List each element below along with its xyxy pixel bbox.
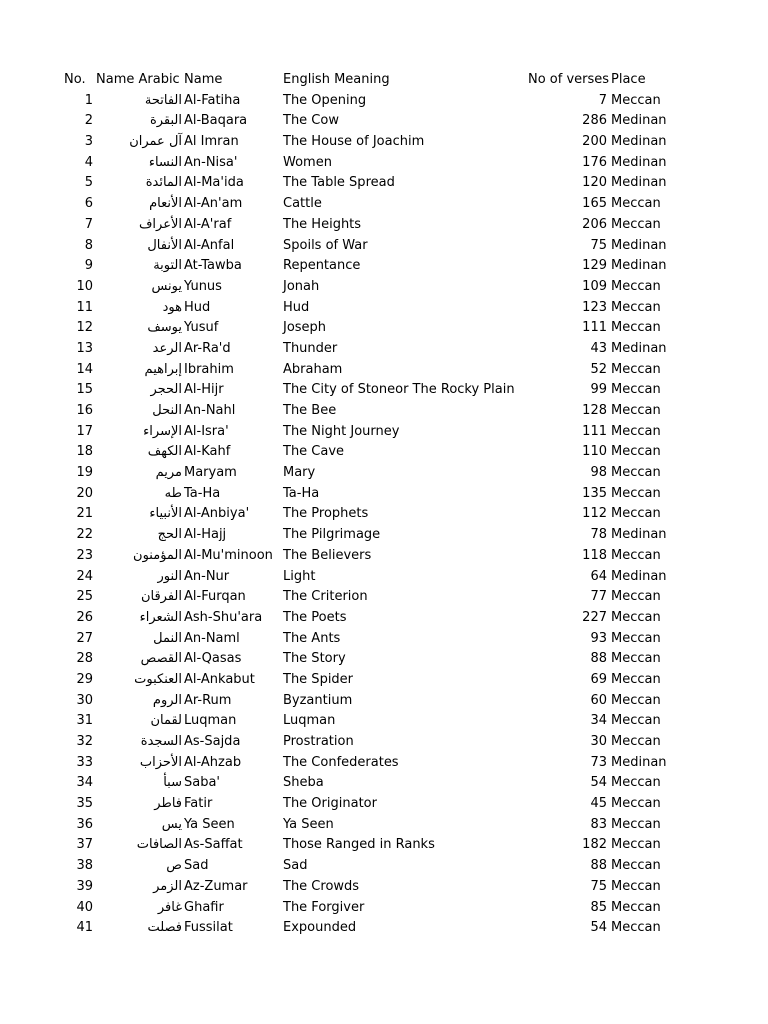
cell-no: 25 <box>76 589 93 605</box>
cell-name: Ar-Ra'd <box>184 340 231 356</box>
cell-name: Al-Mu'minoon <box>184 547 273 563</box>
cell-english-meaning: Thunder <box>283 340 338 356</box>
cell-place: Meccan <box>611 196 661 212</box>
cell-no: 2 <box>84 113 93 129</box>
cell-verses: 176 <box>582 154 607 170</box>
cell-name-arabic: الشعراء <box>139 609 182 625</box>
header-name-arabic: Name Arabic <box>96 72 180 87</box>
cell-no: 7 <box>84 216 93 232</box>
cell-place: Meccan <box>611 630 661 646</box>
cell-name: Saba' <box>184 775 221 791</box>
cell-no: 6 <box>84 196 93 212</box>
cell-place: Meccan <box>611 878 661 894</box>
cell-verses: 118 <box>582 547 607 563</box>
cell-place: Medinan <box>611 134 667 150</box>
cell-name: Ibrahim <box>184 361 234 377</box>
cell-name-arabic: الحج <box>157 527 182 543</box>
cell-place: Medinan <box>611 113 667 129</box>
cell-place: Meccan <box>611 506 661 522</box>
cell-english-meaning: The Originator <box>283 796 377 812</box>
cell-english-meaning: Light <box>283 568 316 584</box>
cell-name: Al-A'raf <box>184 216 232 232</box>
cell-name: Al-Hajj <box>184 527 227 543</box>
table-row <box>0 525 768 546</box>
cell-name: Sad <box>184 858 209 874</box>
cell-place: Meccan <box>611 547 661 563</box>
table-row <box>0 318 768 339</box>
cell-english-meaning: The Bee <box>283 403 337 418</box>
table-body <box>0 91 768 939</box>
cell-english-meaning: Hud <box>283 299 310 315</box>
cell-place: Medinan <box>611 568 667 584</box>
cell-name: Al-Ma'ida <box>184 175 244 191</box>
cell-verses: 227 <box>582 609 607 625</box>
header-name: Name <box>184 72 223 87</box>
cell-name-arabic: التوبة <box>153 258 182 274</box>
cell-english-meaning: The Criterion <box>283 589 368 605</box>
cell-name-arabic: الروم <box>152 692 182 708</box>
table-row <box>0 732 768 753</box>
cell-place: Meccan <box>611 361 661 377</box>
cell-english-meaning: The Cow <box>283 113 339 129</box>
cell-name-arabic: العنكبوت <box>134 671 182 687</box>
cell-english-meaning: Those Ranged in Ranks <box>283 837 435 853</box>
cell-verses: 111 <box>582 320 607 336</box>
cell-verses: 64 <box>590 568 607 584</box>
cell-name-arabic: الكهف <box>147 444 182 460</box>
cell-place: Meccan <box>611 651 661 667</box>
cell-verses: 83 <box>590 816 607 832</box>
cell-place: Meccan <box>611 465 661 481</box>
cell-english-meaning: The Confederates <box>283 754 399 770</box>
cell-verses: 165 <box>582 196 607 212</box>
cell-place: Meccan <box>611 858 661 874</box>
cell-verses: 69 <box>590 671 607 687</box>
cell-name: Al-Anbiya' <box>184 506 250 522</box>
cell-no: 36 <box>76 816 93 832</box>
header-place: Place <box>611 72 646 87</box>
table-row <box>0 629 768 650</box>
cell-verses: 43 <box>590 340 607 356</box>
cell-english-meaning: Ya Seen <box>283 816 334 832</box>
cell-no: 16 <box>76 403 93 418</box>
cell-name: Al-An'am <box>184 196 243 212</box>
cell-no: 19 <box>76 465 93 481</box>
cell-name-arabic: البقرة <box>149 113 182 129</box>
cell-english-meaning: The Opening <box>283 92 367 108</box>
cell-verses: 73 <box>590 754 607 770</box>
cell-name: Ash-Shu'ara <box>184 609 263 625</box>
cell-no: 22 <box>76 527 93 543</box>
cell-english-meaning: Sheba <box>283 775 324 791</box>
cell-english-meaning: Spoils of War <box>283 237 368 253</box>
cell-no: 35 <box>76 796 93 812</box>
cell-english-meaning: The Table Spread <box>283 175 395 191</box>
cell-no: 13 <box>76 340 93 356</box>
cell-english-meaning: The Crowds <box>283 878 360 894</box>
cell-english-meaning: The Ants <box>283 630 341 646</box>
cell-no: 39 <box>76 878 93 894</box>
cell-verses: 34 <box>590 713 607 729</box>
cell-no: 29 <box>76 671 93 687</box>
cell-name-arabic: السجدة <box>140 734 182 749</box>
cell-english-meaning: Expounded <box>283 920 357 936</box>
cell-place: Medinan <box>611 237 667 253</box>
cell-name: Al-Ankabut <box>184 671 255 687</box>
cell-place: Meccan <box>611 796 661 812</box>
table-row <box>0 587 768 608</box>
table-row <box>0 753 768 774</box>
cell-english-meaning: Women <box>283 154 332 170</box>
table-row <box>0 360 768 381</box>
cell-name: An-Nur <box>184 568 230 584</box>
cell-name: Al-Fatiha <box>184 92 241 108</box>
cell-no: 41 <box>76 920 93 936</box>
table-row <box>0 484 768 505</box>
cell-name-arabic: النور <box>157 568 182 584</box>
cell-name: As-Saffat <box>184 837 243 853</box>
cell-verses: 109 <box>582 278 607 294</box>
cell-name-arabic: يس <box>161 816 182 832</box>
cell-name: Al-Qasas <box>184 651 242 667</box>
surah-table <box>0 70 768 939</box>
cell-verses: 200 <box>582 134 607 150</box>
cell-english-meaning: The Pilgrimage <box>283 527 381 543</box>
cell-english-meaning: Sad <box>283 858 308 874</box>
cell-english-meaning: Jonah <box>283 278 320 294</box>
cell-name-arabic: يوسف <box>147 320 182 336</box>
cell-no: 17 <box>76 423 93 439</box>
cell-name-arabic: ص <box>166 858 182 874</box>
cell-verses: 85 <box>590 899 607 915</box>
cell-verses: 78 <box>590 527 607 543</box>
cell-name-arabic: الأنعام <box>149 196 182 212</box>
cell-verses: 112 <box>582 506 607 522</box>
cell-english-meaning: Abraham <box>283 361 343 377</box>
cell-place: Meccan <box>611 403 661 418</box>
header-row <box>0 70 768 91</box>
cell-name-arabic: الفاتحة <box>144 92 182 108</box>
cell-english-meaning: Ta-Ha <box>283 485 320 501</box>
cell-verses: 111 <box>582 423 607 439</box>
cell-name-arabic: النمل <box>153 630 182 646</box>
table-row <box>0 815 768 836</box>
cell-name-arabic: لقمان <box>150 713 182 729</box>
cell-name-arabic: القصص <box>140 651 182 667</box>
cell-name-arabic: فاطر <box>154 796 182 812</box>
cell-place: Meccan <box>611 92 661 108</box>
cell-no: 4 <box>84 154 93 170</box>
cell-place: Medinan <box>611 175 667 191</box>
cell-no: 3 <box>84 134 93 150</box>
cell-no: 21 <box>76 506 93 522</box>
cell-name: Ya Seen <box>184 816 235 832</box>
cell-name: Fussilat <box>184 920 233 936</box>
cell-no: 34 <box>76 775 93 791</box>
cell-place: Medinan <box>611 527 667 543</box>
cell-place: Meccan <box>611 299 661 315</box>
cell-english-meaning: The Prophets <box>283 506 369 522</box>
cell-no: 12 <box>76 320 93 336</box>
cell-no: 15 <box>76 382 93 398</box>
cell-name-arabic: الإسراء <box>143 423 182 439</box>
cell-name: Yusuf <box>184 320 219 336</box>
cell-name-arabic: مريم <box>155 465 182 481</box>
cell-english-meaning: The Cave <box>283 444 345 460</box>
table-row <box>0 835 768 856</box>
cell-verses: 7 <box>598 92 607 108</box>
cell-english-meaning: The Spider <box>283 671 354 687</box>
table-row <box>0 111 768 132</box>
cell-name-arabic: الحجر <box>150 382 182 398</box>
table-row <box>0 691 768 712</box>
table-row <box>0 546 768 567</box>
cell-english-meaning: Cattle <box>283 196 322 212</box>
cell-name: Ta-Ha <box>184 485 221 501</box>
cell-verses: 120 <box>582 175 607 191</box>
table-row <box>0 339 768 360</box>
cell-verses: 88 <box>590 651 607 667</box>
cell-place: Meccan <box>611 278 661 294</box>
cell-verses: 110 <box>582 444 607 460</box>
cell-name: Al-Anfal <box>184 237 235 253</box>
cell-name: Az-Zumar <box>184 878 248 894</box>
table-row <box>0 215 768 236</box>
cell-no: 28 <box>76 651 93 667</box>
cell-name-arabic: الصافات <box>136 837 182 853</box>
cell-no: 5 <box>84 175 93 191</box>
cell-no: 10 <box>76 278 93 294</box>
cell-english-meaning: The Story <box>283 651 346 667</box>
cell-verses: 99 <box>590 382 607 398</box>
cell-name: Hud <box>184 299 211 315</box>
cell-english-meaning: The Poets <box>283 609 347 625</box>
cell-name-arabic: سبأ <box>163 775 182 791</box>
cell-name: An-Nahl <box>184 403 236 418</box>
table-row <box>0 856 768 877</box>
cell-name: Al-Furqan <box>184 589 246 605</box>
cell-no: 37 <box>76 837 93 853</box>
cell-no: 14 <box>76 361 93 377</box>
table-row <box>0 256 768 277</box>
table-row <box>0 401 768 422</box>
cell-place: Medinan <box>611 754 667 770</box>
cell-no: 30 <box>76 692 93 708</box>
table-row <box>0 442 768 463</box>
cell-name: Al-Hijr <box>184 382 224 398</box>
cell-verses: 88 <box>590 858 607 874</box>
cell-name: Ghafir <box>184 899 224 915</box>
cell-name-arabic: النحل <box>152 403 182 418</box>
cell-no: 26 <box>76 609 93 625</box>
cell-verses: 52 <box>590 361 607 377</box>
cell-place: Meccan <box>611 589 661 605</box>
table-row <box>0 918 768 939</box>
cell-verses: 54 <box>590 775 607 791</box>
cell-english-meaning: Byzantium <box>283 692 353 708</box>
cell-no: 9 <box>84 258 93 274</box>
table-row <box>0 422 768 443</box>
table-row <box>0 153 768 174</box>
cell-place: Meccan <box>611 775 661 791</box>
cell-name: Yunus <box>184 278 222 294</box>
cell-no: 1 <box>84 92 93 108</box>
cell-english-meaning: Joseph <box>283 320 327 336</box>
cell-place: Meccan <box>611 713 661 729</box>
cell-name: Fatir <box>184 796 213 812</box>
cell-name-arabic: الأعراف <box>138 216 182 232</box>
cell-name-arabic: يونس <box>151 278 182 294</box>
cell-english-meaning: The City of Stoneor The Rocky Plain <box>283 382 515 398</box>
cell-name: An-Nisa' <box>184 154 238 170</box>
table-row <box>0 236 768 257</box>
cell-name-arabic: طه <box>164 485 182 501</box>
cell-name-arabic: غافر <box>157 899 182 915</box>
cell-place: Medinan <box>611 154 667 170</box>
table-row <box>0 567 768 588</box>
cell-verses: 75 <box>590 237 607 253</box>
cell-english-meaning: Mary <box>283 465 316 481</box>
table-row <box>0 670 768 691</box>
cell-verses: 77 <box>590 589 607 605</box>
cell-verses: 60 <box>590 692 607 708</box>
cell-name: Al-Baqara <box>184 113 248 129</box>
cell-place: Meccan <box>611 382 661 398</box>
table-row <box>0 711 768 732</box>
cell-name-arabic: الفرقان <box>140 589 182 605</box>
cell-place: Meccan <box>611 837 661 853</box>
cell-no: 20 <box>76 485 93 501</box>
cell-name-arabic: فصلت <box>147 920 182 936</box>
cell-name: Al Imran <box>184 134 239 150</box>
cell-place: Meccan <box>611 423 661 439</box>
table-row <box>0 380 768 401</box>
cell-no: 31 <box>76 713 93 729</box>
table-row <box>0 463 768 484</box>
header-verses: No of verses <box>528 72 610 87</box>
cell-place: Meccan <box>611 320 661 336</box>
cell-name: As-Sajda <box>184 734 241 749</box>
cell-english-meaning: Repentance <box>283 258 361 274</box>
cell-name-arabic: آل عمران <box>129 134 182 150</box>
table-row <box>0 773 768 794</box>
cell-english-meaning: Luqman <box>283 713 336 729</box>
cell-name: At-Tawba <box>184 258 242 274</box>
table-row <box>0 194 768 215</box>
cell-name-arabic: الأحزاب <box>139 754 182 770</box>
cell-verses: 75 <box>590 878 607 894</box>
cell-name-arabic: النساء <box>148 154 182 170</box>
cell-name: Luqman <box>184 713 237 729</box>
cell-name-arabic: الأنفال <box>147 237 182 253</box>
cell-no: 38 <box>76 858 93 874</box>
table-row <box>0 298 768 319</box>
cell-place: Meccan <box>611 216 661 232</box>
cell-name-arabic: الزمر <box>153 878 182 894</box>
cell-english-meaning: The Night Journey <box>283 423 400 439</box>
cell-verses: 123 <box>582 299 607 315</box>
cell-verses: 128 <box>582 403 607 418</box>
table-row <box>0 877 768 898</box>
cell-verses: 286 <box>582 113 607 129</box>
cell-name-arabic: إبراهيم <box>144 361 182 377</box>
cell-verses: 93 <box>590 630 607 646</box>
cell-name: Al-Ahzab <box>184 754 242 770</box>
cell-english-meaning: The Heights <box>283 216 362 232</box>
cell-name: Al-Isra' <box>184 423 229 439</box>
cell-place: Meccan <box>611 485 661 501</box>
table-row <box>0 794 768 815</box>
cell-name: Al-Kahf <box>184 444 231 460</box>
cell-verses: 129 <box>582 258 607 274</box>
cell-place: Meccan <box>611 920 661 936</box>
cell-name-arabic: المائدة <box>145 175 182 191</box>
cell-name: Maryam <box>184 465 237 481</box>
table-row <box>0 608 768 629</box>
table-row <box>0 898 768 919</box>
cell-no: 40 <box>76 899 93 915</box>
cell-no: 33 <box>76 754 93 770</box>
cell-no: 8 <box>84 237 93 253</box>
cell-name: An-Naml <box>184 630 240 646</box>
cell-place: Meccan <box>611 444 661 460</box>
cell-name-arabic: المؤمنون <box>133 547 182 563</box>
cell-no: 24 <box>76 568 93 584</box>
cell-place: Meccan <box>611 899 661 915</box>
table-row <box>0 91 768 112</box>
table-row <box>0 132 768 153</box>
cell-no: 23 <box>76 547 93 563</box>
cell-name-arabic: الأنبياء <box>149 506 182 522</box>
cell-english-meaning: Prostration <box>283 734 354 749</box>
cell-name-arabic: الرعد <box>152 340 182 356</box>
cell-place: Medinan <box>611 340 667 356</box>
cell-verses: 45 <box>590 796 607 812</box>
cell-place: Meccan <box>611 734 661 749</box>
cell-place: Meccan <box>611 692 661 708</box>
cell-no: 11 <box>76 299 93 315</box>
cell-name-arabic: هود <box>162 299 182 315</box>
cell-place: Medinan <box>611 258 667 274</box>
cell-no: 32 <box>76 734 93 749</box>
cell-name: Ar-Rum <box>184 692 232 708</box>
cell-verses: 135 <box>582 485 607 501</box>
cell-verses: 54 <box>590 920 607 936</box>
table-row <box>0 173 768 194</box>
cell-english-meaning: The House of Joachim <box>283 134 425 150</box>
cell-no: 27 <box>76 630 93 646</box>
header-no: No. <box>64 72 86 87</box>
table-row <box>0 277 768 298</box>
cell-place: Meccan <box>611 671 661 687</box>
cell-no: 18 <box>76 444 93 460</box>
cell-verses: 206 <box>582 216 607 232</box>
table-row <box>0 649 768 670</box>
cell-place: Meccan <box>611 816 661 832</box>
cell-place: Meccan <box>611 609 661 625</box>
cell-verses: 98 <box>590 465 607 481</box>
header-english-meaning: English Meaning <box>283 72 390 87</box>
cell-english-meaning: The Believers <box>283 547 372 563</box>
cell-english-meaning: The Forgiver <box>283 899 365 915</box>
cell-verses: 182 <box>582 837 607 853</box>
cell-verses: 30 <box>590 734 607 749</box>
table-row <box>0 504 768 525</box>
